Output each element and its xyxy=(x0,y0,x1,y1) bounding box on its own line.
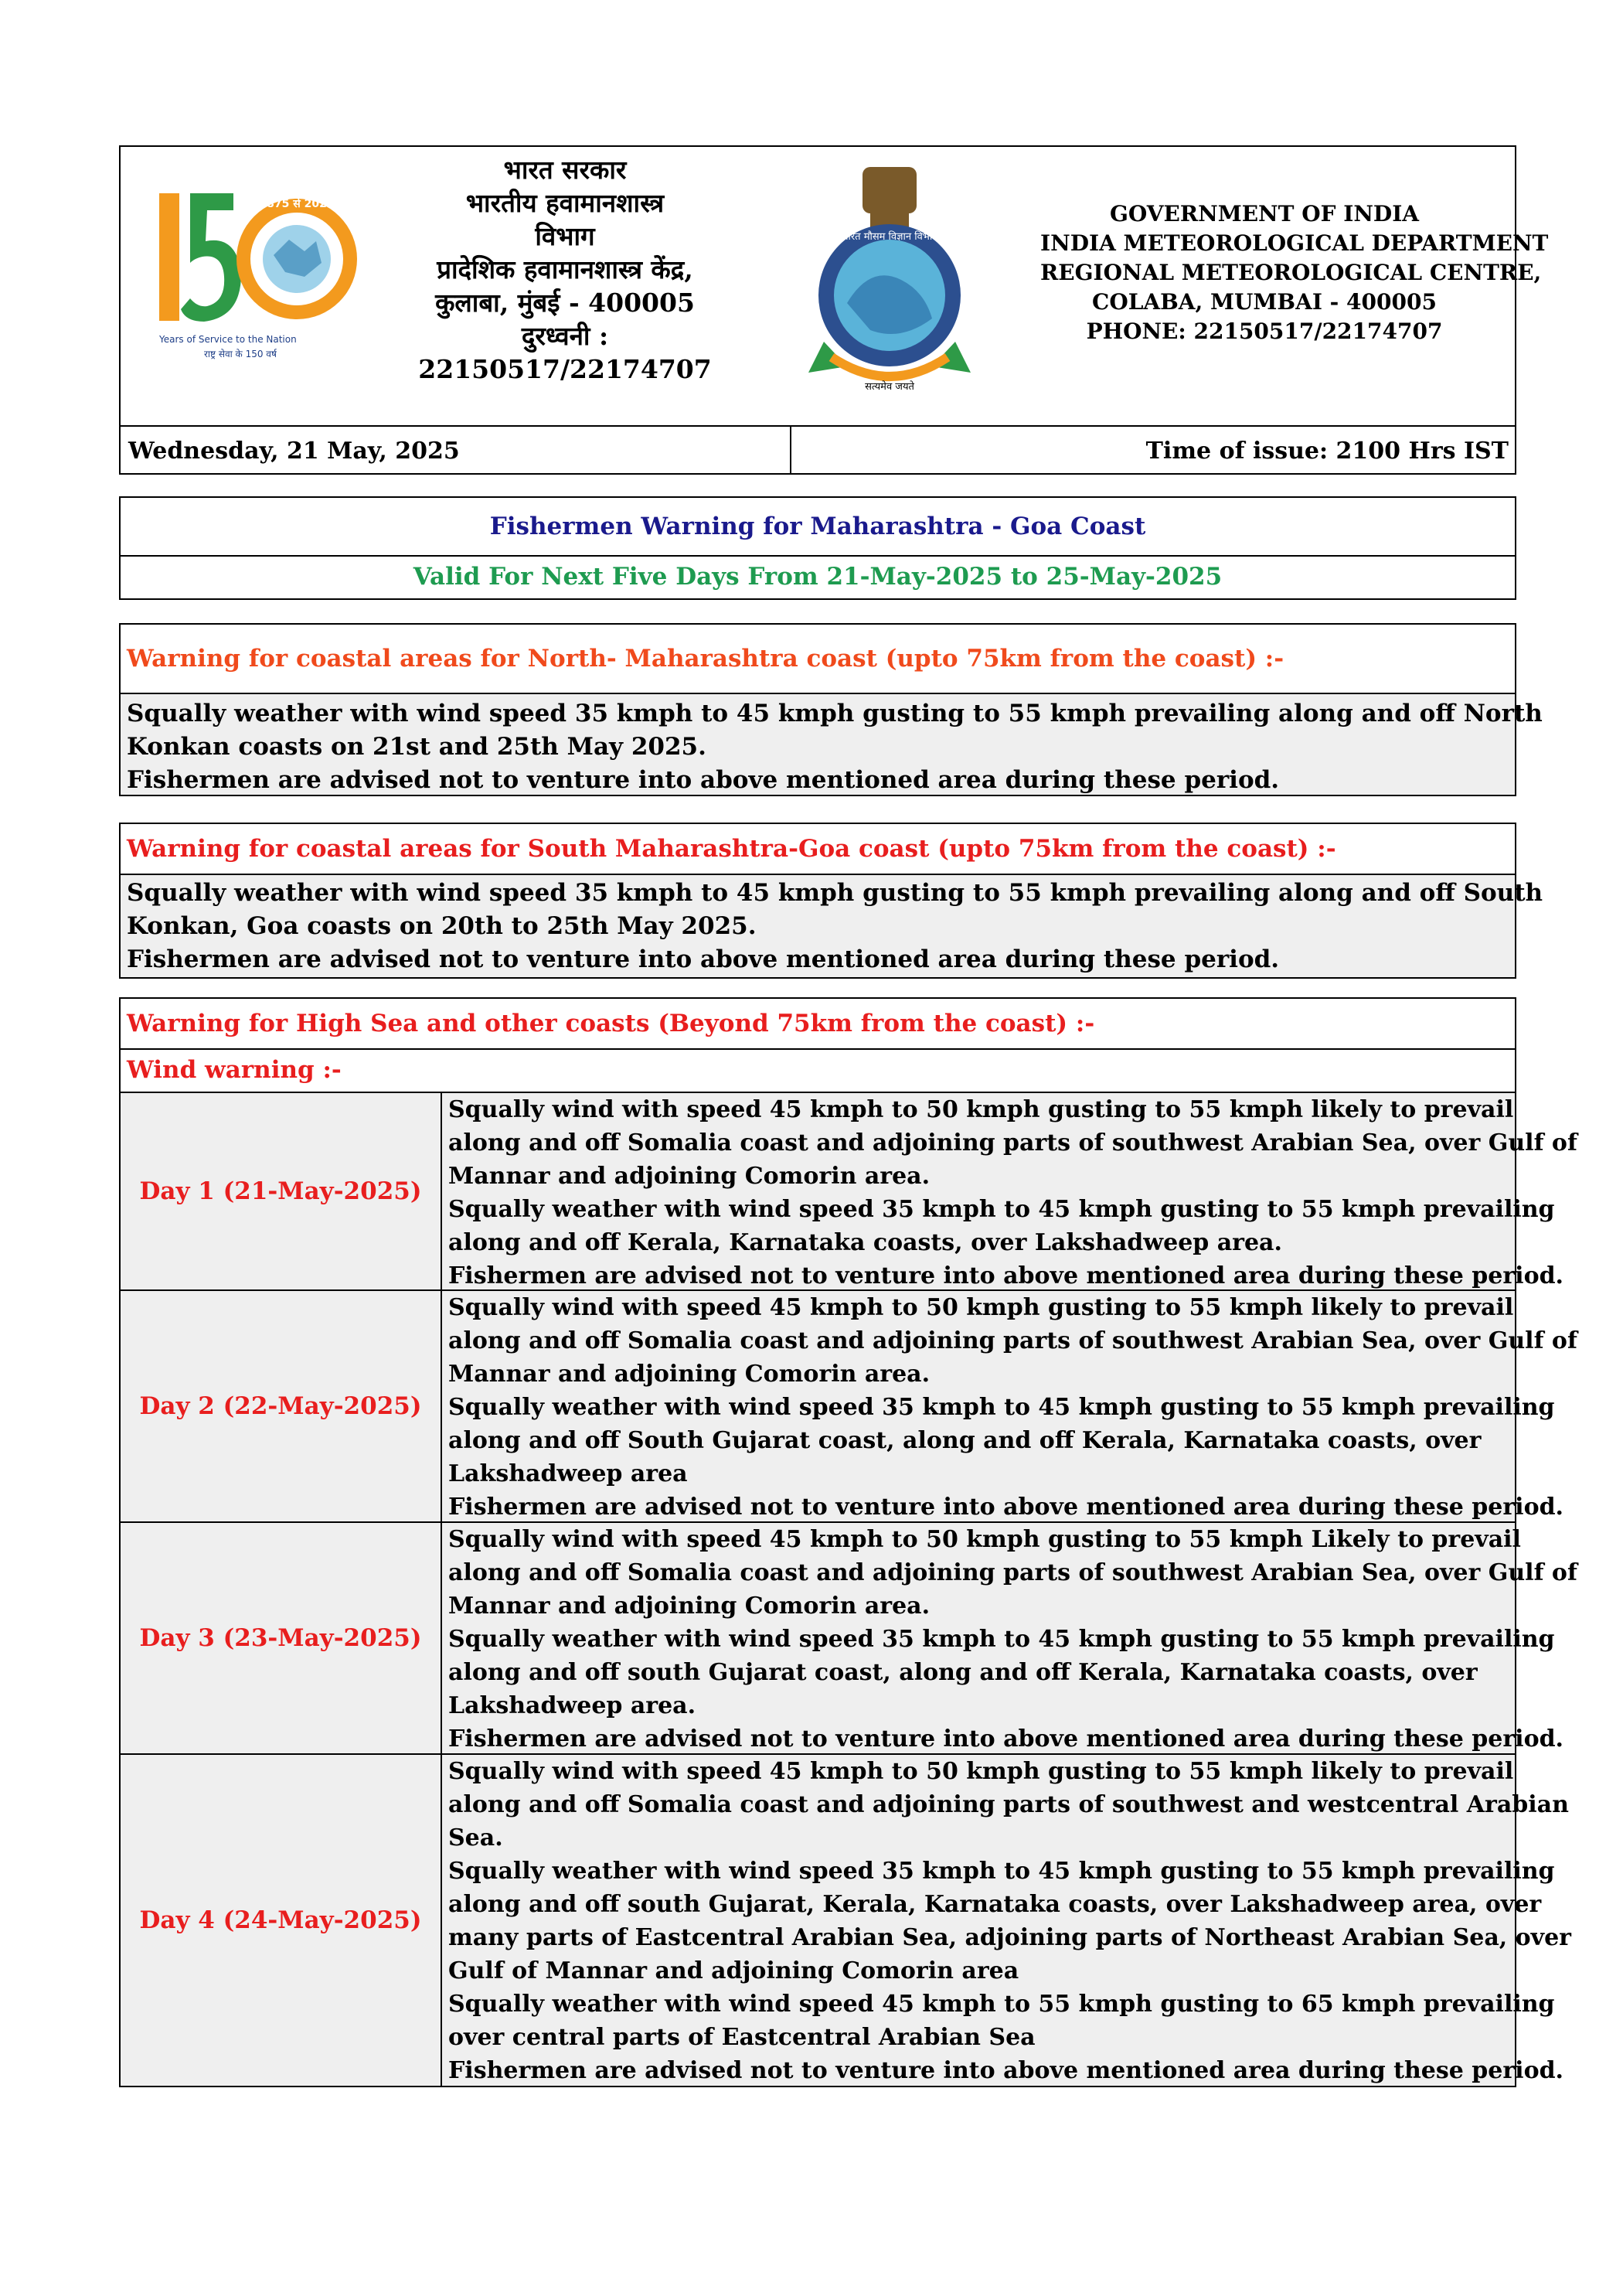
warning-line: Konkan coasts on 21st and 25th May 2025. xyxy=(127,733,706,761)
warning-line: along and off Kerala, Karnataka coasts, over Lakshadweep area. xyxy=(448,1229,1282,1256)
warning-line: Squally weather with wind speed 45 kmph to 55 kmph gusting to 65 kmph prevailing xyxy=(448,1991,1555,2018)
date-row xyxy=(119,425,1516,475)
warning-line: along and off Somalia coast and adjoining parts of southwest Arabian Sea, over Gulf of xyxy=(448,1129,1577,1157)
hindi-line: भारत सरकार xyxy=(503,155,627,185)
warning-line: Lakshadweep area. xyxy=(448,1692,696,1719)
warning-line: Mannar and adjoining Comorin area. xyxy=(448,1163,931,1190)
svg-text:1875 से 2025: 1875 से 2025 xyxy=(259,198,335,210)
english-line: COLABA, MUMBAI - 400005 xyxy=(1092,289,1437,315)
hindi-address-block xyxy=(383,153,747,386)
warning-line: Fishermen are advised not to venture into above mentioned area during these period. xyxy=(448,2057,1564,2084)
north-maharashtra-warning xyxy=(119,623,1543,796)
wind-warning-label: Wind warning :- xyxy=(121,1050,1515,1093)
warning-line: along and off Somalia coast and adjoining parts of southwest and westcentral Arabian xyxy=(448,1791,1569,1818)
warning-line: Mannar and adjoining Comorin area. xyxy=(448,1593,931,1620)
hindi-line: दुरध्वनी : xyxy=(521,321,609,351)
warning-line: Squally weather with wind speed 35 kmph to 45 kmph gusting to 55 kmph prevailing xyxy=(448,1394,1555,1421)
day-label: Day 3 (23-May-2025) xyxy=(121,1523,442,1753)
english-address-block xyxy=(1040,199,1549,346)
warning-line: Konkan, Goa coasts on 20th to 25th May 2025. xyxy=(127,912,757,940)
warning-line: along and off South Gujarat coast, along and off Kerala, Karnataka coasts, over xyxy=(448,1427,1482,1454)
hindi-line: भारतीय हवामानशास्त्र xyxy=(465,188,665,218)
warning-line: Fishermen are advised not to venture into above mentioned area during these period. xyxy=(448,1262,1564,1289)
validity-period: Valid For Next Five Days From 21-May-2025 to 25-May-2025 xyxy=(413,563,1223,591)
hindi-line: विभाग xyxy=(535,221,595,251)
imd-150-years-logo xyxy=(150,186,359,363)
warning-line: Fishermen are advised not to venture into above mentioned area during these period. xyxy=(127,766,1280,794)
table-row xyxy=(121,1755,1571,2086)
warning-line: over central parts of Eastcentral Arabian Sea xyxy=(448,2024,1036,2051)
day-label: Day 1 (21-May-2025) xyxy=(121,1093,442,1289)
hindi-line: कुलाबा, मुंबई - 400005 xyxy=(435,288,695,318)
warning-line: many parts of Eastcentral Arabian Sea, adjoining parts of Northeast Arabian Sea, over xyxy=(448,1924,1571,1951)
high-sea-warning xyxy=(119,997,1577,2087)
warning-line: Squally wind with speed 45 kmph to 50 kmph gusting to 55 kmph likely to prevail xyxy=(448,1294,1514,1321)
warning-line: Squally wind with speed 45 kmph to 50 kmph gusting to 55 kmph likely to prevail xyxy=(448,1096,1514,1123)
warning-line: Sea. xyxy=(448,1824,503,1851)
warning-line: along and off Somalia coast and adjoining parts of southwest Arabian Sea, over Gulf of xyxy=(448,1559,1577,1586)
bulletin-title: Fishermen Warning for Maharashtra - Goa Coast xyxy=(121,498,1515,557)
warning-line: Squally weather with wind speed 35 kmph to 45 kmph gusting to 55 kmph prevailing xyxy=(448,1626,1555,1653)
day-warning-text xyxy=(442,1755,1571,2087)
table-row xyxy=(121,1093,1577,1291)
north-warning-text xyxy=(121,694,1543,795)
warning-line: along and off south Gujarat coast, along and off Kerala, Karnataka coasts, over xyxy=(448,1659,1478,1686)
day-label: Day 4 (24-May-2025) xyxy=(121,1755,442,2086)
svg-text:Years of Service to the Nation: Years of Service to the Nation xyxy=(159,334,297,345)
english-line: GOVERNMENT OF INDIA xyxy=(1109,201,1420,227)
english-line: REGIONAL METEOROLOGICAL CENTRE, xyxy=(1040,260,1542,285)
letterhead xyxy=(119,145,1549,427)
svg-text:सत्यमेव जयते: सत्यमेव जयते xyxy=(865,381,914,393)
svg-text:राष्ट्र सेवा के 150 वर्ष: राष्ट्र सेवा के 150 वर्ष xyxy=(204,349,277,359)
imd-emblem-logo xyxy=(801,164,978,396)
english-line: INDIA METEOROLOGICAL DEPARTMENT xyxy=(1040,230,1549,256)
english-line: PHONE: 22150517/22174707 xyxy=(1086,319,1443,344)
day-warning-text xyxy=(442,1093,1577,1293)
warning-line: along and off Somalia coast and adjoining parts of southwest Arabian Sea, over Gulf of xyxy=(448,1327,1577,1354)
warning-line: Squally wind with speed 45 kmph to 50 kmph gusting to 55 kmph Likely to prevail xyxy=(448,1526,1521,1553)
north-warning-heading: Warning for coastal areas for North- Maharashtra coast (upto 75km from the coast) :- xyxy=(121,625,1515,694)
bulletin-title-box xyxy=(119,496,1516,600)
issue-date: Wednesday, 21 May, 2025 xyxy=(128,438,460,465)
hindi-line: 22150517/22174707 xyxy=(418,354,712,384)
warning-line: Squally wind with speed 45 kmph to 50 kmph gusting to 55 kmph likely to prevail xyxy=(448,1758,1514,1785)
high-sea-heading: Warning for High Sea and other coasts (Beyond 75km from the coast) :- xyxy=(121,999,1515,1050)
date-row-divider xyxy=(790,427,791,473)
south-maharashtra-goa-warning xyxy=(119,823,1543,979)
hindi-line: प्रादेशिक हवामानशास्त्र केंद्र, xyxy=(437,254,693,284)
warning-line: Fishermen are advised not to venture into above mentioned area during these period. xyxy=(448,1725,1564,1753)
south-warning-text xyxy=(121,875,1543,977)
warning-line: Gulf of Mannar and adjoining Comorin area xyxy=(448,1957,1019,1984)
table-row xyxy=(121,1523,1577,1755)
svg-text:भारत मौसम विज्ञान विभाग: भारत मौसम विज्ञान विभाग xyxy=(841,231,938,243)
warning-line: Squally weather with wind speed 35 kmph to 45 kmph gusting to 55 kmph prevailing along and off North xyxy=(127,700,1543,727)
warning-line: Fishermen are advised not to venture into above mentioned area during these period. xyxy=(127,945,1280,973)
day-warning-text xyxy=(442,1291,1577,1524)
issue-time: Time of issue: 2100 Hrs IST xyxy=(1145,438,1509,465)
warning-line: Squally weather with wind speed 35 kmph to 45 kmph gusting to 55 kmph prevailing xyxy=(448,1196,1555,1223)
day-label: Day 2 (22-May-2025) xyxy=(121,1291,442,1521)
table-row xyxy=(121,1291,1577,1523)
warning-line: Squally weather with wind speed 35 kmph to 45 kmph gusting to 55 kmph prevailing xyxy=(448,1858,1555,1885)
warning-line: Fishermen are advised not to venture into above mentioned area during these period. xyxy=(448,1494,1564,1521)
warning-line: Squally weather with wind speed 35 kmph to 45 kmph gusting to 55 kmph prevailing along and off South xyxy=(127,879,1543,907)
day-warning-text xyxy=(442,1523,1577,1756)
warning-line: Lakshadweep area xyxy=(448,1460,688,1487)
warning-line: Mannar and adjoining Comorin area. xyxy=(448,1361,931,1388)
warning-line: along and off south Gujarat, Kerala, Karnataka coasts, over Lakshadweep area, over xyxy=(448,1891,1542,1918)
south-warning-heading: Warning for coastal areas for South Maharashtra-Goa coast (upto 75km from the coast) :- xyxy=(121,824,1515,875)
